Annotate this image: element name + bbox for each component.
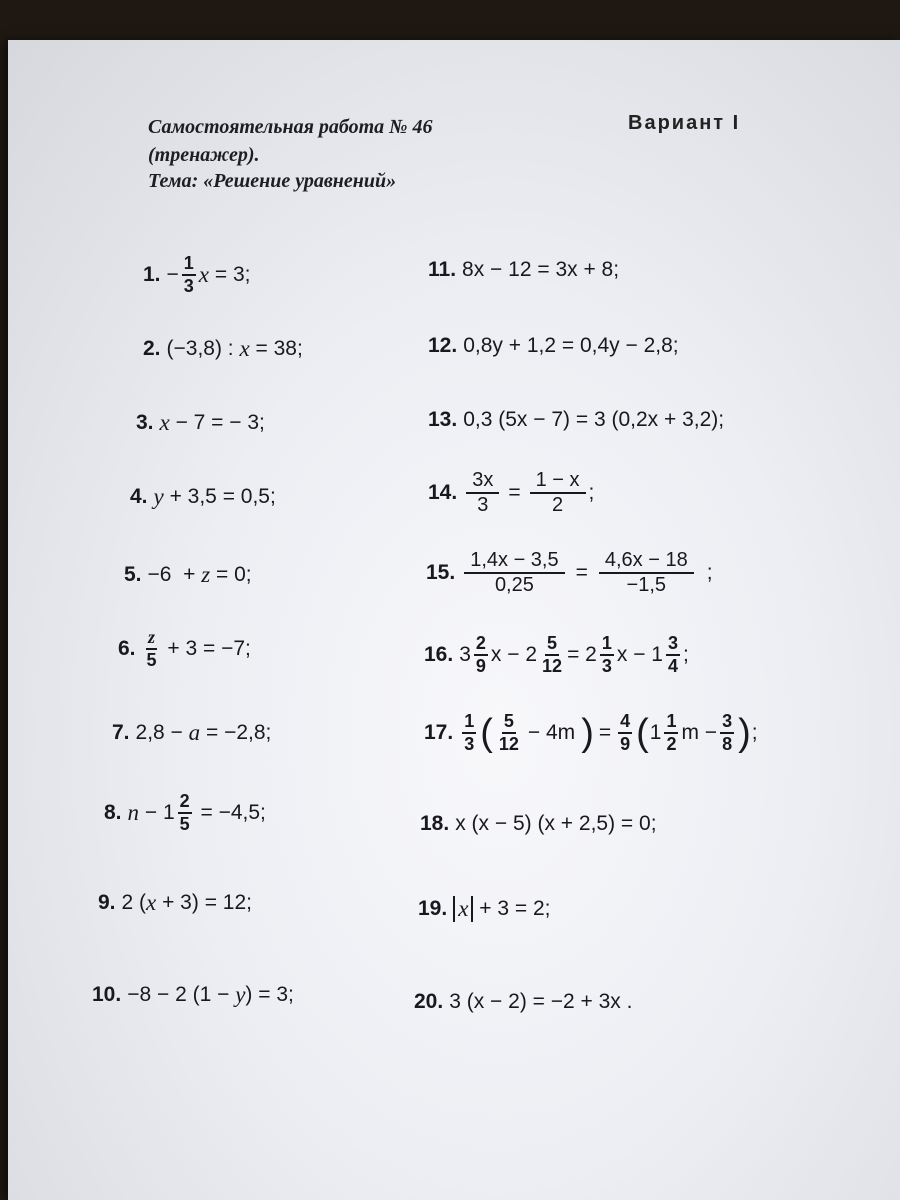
problem-10: 10. −8 − 2 (1 − y ) = 3;	[92, 982, 294, 1007]
problem-12: 12. 0,8y + 1,2 = 0,4y − 2,8;	[428, 334, 679, 357]
variant-label: Вариант I	[628, 112, 741, 134]
problem-8: 8. n − 1 $\frac{2}{5}$ = −4,5;	[104, 791, 266, 834]
problem-13: 13. 0,3 (5x − 7) = 3 (0,2x + 3,2);	[428, 408, 725, 431]
problem-14: 14. $\frac{3x}{3}$ = $\frac{1 - x}{2}$ ;	[428, 469, 595, 516]
problem-9: 9. 2 ( x + 3) = 12;	[98, 890, 252, 915]
problem-1: 1. − $\frac{1}{3}$ x = 3;	[143, 253, 251, 296]
problem-7: 7. 2,8 − a = −2,8;	[112, 720, 272, 745]
worksheet-title: Самостоятельная работа № 46	[148, 116, 433, 138]
problem-2: 2. (−3,8) : x = 38;	[143, 336, 303, 361]
problem-4: 4. y + 3,5 = 0,5;	[130, 484, 276, 509]
problem-6: 6. $\frac{z}{5}$ + 3 = −7;	[118, 627, 251, 670]
problem-16: 16. 3 $\frac{2}{9}$ x − 2 $\frac{5}{12}$ = 2 $\frac{1}{3}$ x − 1 $\frac{3}{4}$ ;	[424, 633, 689, 676]
problem-3: 3. x − 7 = − 3;	[136, 410, 265, 435]
worksheet-subtitle: (тренажер).	[148, 144, 260, 166]
problem-5: 5. −6 + z = 0;	[124, 562, 252, 587]
problem-19: 19. x + 3 = 2;	[418, 896, 551, 921]
worksheet-topic: Тема: «Решение уравнений»	[148, 170, 397, 192]
problem-17: 17. $\frac{1}{3}$ ( $\frac{5}{12}$ − 4m ) = $\frac{4}{9}$ ( 1 $\frac{1}{2}$ m − $\frac{3}{8}$ ) ;	[424, 711, 758, 754]
problem-20: 20. 3 (x − 2) = −2 + 3x .	[414, 990, 633, 1013]
problem-15: 15. $\frac{1,4x - 3,5}{0,25}$ = $\frac{4,6x - 18}{-1,5}$ ;	[426, 549, 713, 596]
worksheet-page	[8, 40, 900, 1200]
problem-11: 11. 8x − 12 = 3x + 8;	[428, 258, 620, 281]
problem-18: 18. x (x − 5) (x + 2,5) = 0;	[420, 812, 657, 835]
